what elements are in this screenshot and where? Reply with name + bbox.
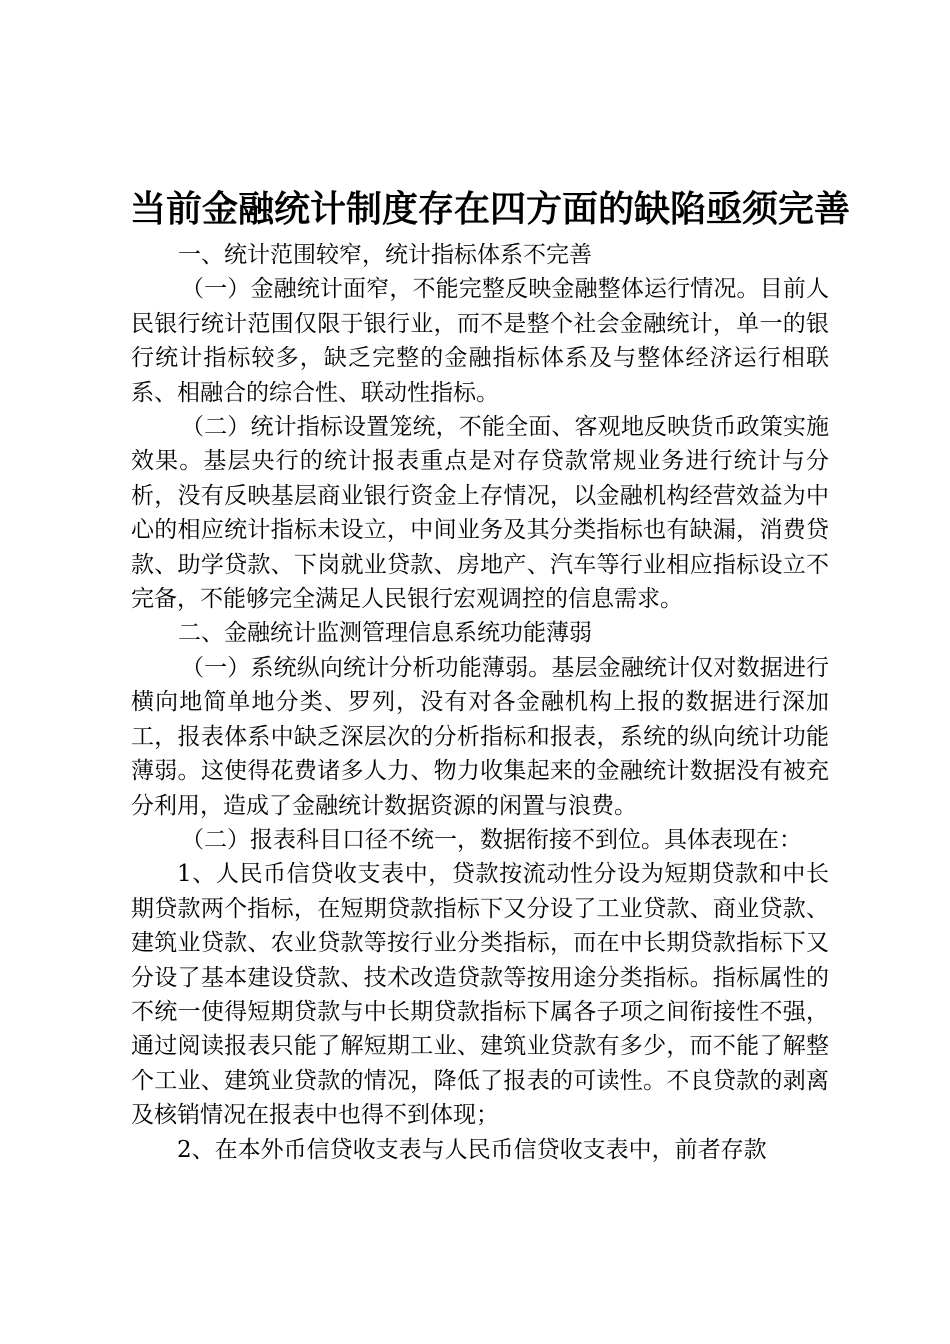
document-body (131, 238, 829, 1167)
paragraph-2-1: （一）系统纵向统计分析功能薄弱。基层金融统计仅对数据进行横向地简单地分类、罗列，没有对各金融机构上报的数据进行深加工，报表体系中缺乏深层次的分析指标和报表，系统的纵向统计功能薄弱。这使得花费诸多人力、物力收集起来的金融统计数据没有被充分利用，造成了金融统计数据资源的闲置与浪费。 (131, 654, 829, 819)
section-heading-2: 二、金融统计监测管理信息系统功能薄弱 (178, 620, 592, 647)
document-title: 当前金融统计制度存在四方面的缺陷亟须完善 (130, 188, 851, 230)
paragraph-2-2-item-1: 1、人民币信贷收支表中，贷款按流动性分设为短期贷款和中长期贷款两个指标，在短期贷款指标下又分设了工业贷款、商业贷款、建筑业贷款、农业贷款等按行业分类指标，而在中长期贷款指标下又分设了基本建设贷款、技术改造贷款等按用途分类指标。指标属性的不统一使得短期贷款与中长期贷款指标下属各子项之间衔接性不强，通过阅读报表只能了解短期工业、建筑业贷款有多少，而不能了解整个工业、建筑业贷款的情况，降低了报表的可读性。不良贷款的剥离及核销情况在报表中也得不到体现； (131, 861, 829, 1129)
paragraph-2-2: （二）报表科目口径不统一，数据衔接不到位。具体表现在： (181, 826, 802, 853)
paragraph-2-2-item-2: 2、在本外币信贷收支表与人民币信贷收支表中，前者存款 (177, 1136, 767, 1163)
paragraph-1-2: （二）统计指标设置笼统，不能全面、客观地反映货币政策实施效果。基层央行的统计报表重点是对存贷款常规业务进行统计与分析，没有反映基层商业银行资金上存情况，以金融机构经营效益为中心的相应统计指标未设立，中间业务及其分类指标也有缺漏，消费贷款、助学贷款、下岗就业贷款、房地产、汽车等行业相应指标设立不完备，不能够完全满足人民银行宏观调控的信息需求。 (131, 414, 829, 613)
section-heading-1: 一、统计范围较窄，统计指标体系不完善 (178, 242, 592, 268)
paragraph-1-1: （一）金融统计面窄，不能完整反映金融整体运行情况。目前人民银行统计范围仅限于银行业，而不是整个社会金融统计，单一的银行统计指标较多，缺乏完整的金融指标体系及与整体经济运行相联系、相融合的综合性、联动性指标。 (131, 276, 829, 406)
